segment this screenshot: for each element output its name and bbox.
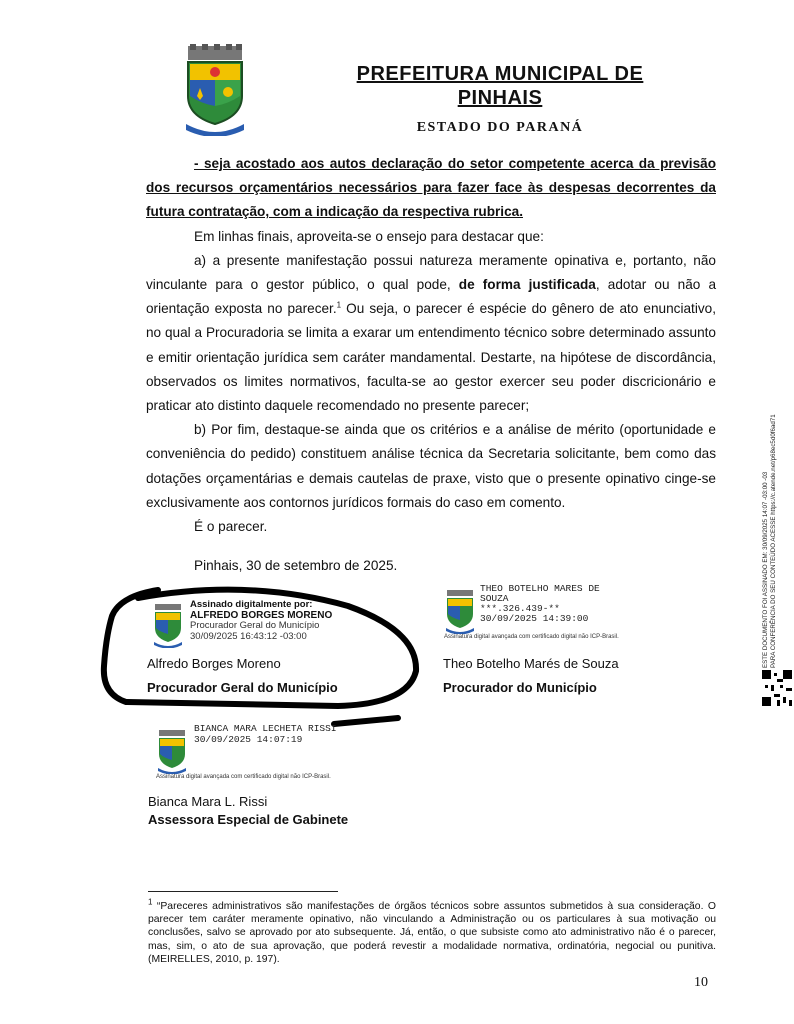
footnote (148, 897, 717, 966)
footnote-divider (148, 891, 338, 892)
stamp-3-name: BIANCA MARA LECHETA RISSI (194, 723, 337, 734)
document-body (146, 152, 716, 539)
paragraph-3-bold: de forma justificada (458, 277, 596, 293)
municipal-crest-icon (182, 44, 248, 136)
qr-code-icon[interactable] (762, 670, 792, 706)
stamp-2-note: Assinatura digital avançada com certificado digital não ICP-Brasil. (444, 634, 619, 640)
verification-line-1: ESTE DOCUMENTO FOI ASSINADO EM: 30/09/2025 14:07 -03:00 -03 (762, 471, 769, 668)
signature-2-crest-icon (444, 590, 476, 634)
paragraph-3 (146, 249, 716, 418)
signature-3-crest-icon (156, 730, 188, 774)
footnote-text: “Pareceres administrativos são manifestações de órgãos técnicos sobre assuntos submetidos à sua consideração. O parecer tem caráter meramente opinativo, não vinculando a Administração ou os particulares à sua motivação ou conclusões, salvo se aprovado por ato subsequente. Já, então, o que subsiste como ato administrativo não é o parecer, mas, sim, o ato de sua aprovação, que poderá revestir a modalidade normativa, ordinatória, negocial ou punitiva. (MEIRELLES, 2010, p. 197). (148, 901, 717, 965)
signature-1-stamp (190, 600, 360, 642)
stamp-1-heading: Assinado digitalmente por: (190, 599, 313, 610)
signature-1-crest-icon (152, 604, 184, 648)
signature-3-role: Assessora Especial de Gabinete (148, 812, 349, 827)
paragraph-1: - seja acostado aos autos declaração do setor competente acerca da previsão dos recursos orçamentários necessários para fazer face às despesas decorrentes da futura contratação, com a indicação da respectiva rubrica. (146, 156, 716, 220)
stamp-1-role: Procurador Geral do Município (190, 620, 320, 631)
signature-1-name: Alfredo Borges Moreno (147, 656, 281, 671)
stamp-2-cpf: ***.326.439-** (480, 603, 560, 614)
paragraph-4: b) Por fim, destaque-se ainda que os critérios e a análise de mérito (oportunidade e conveniência do pedido) constituem análise técnica da Secretaria solicitante, bem como das dotações orçamentárias e demais cautelas de praxe, visto que o presente opinativo cinge-se exclusivamente aos contornos jurídicos formais do caso em comento. (146, 422, 716, 510)
paragraph-3-part-c: Ou seja, o parecer é espécie do gênero de ato enunciativo, no qual a Procuradoria se limita a exarar um entendimento técnico sobre determinado assunto e emitir orientação jurídica sem caráter mandamental. Destarte, na hipótese de discordância, observados os limites normativos, faculta-se ao gestor exercer seu poder discricionário e praticar ato distinto daquele recomendado no presente parecer; (146, 301, 716, 414)
paragraph-2: Em linhas finais, aproveita-se o ensejo para destacar que: (194, 228, 544, 244)
page-number: 10 (694, 975, 708, 990)
stamp-2-name: THEO BOTELHO MARES DE SOUZA (480, 583, 600, 604)
signature-2-role: Procurador do Município (443, 680, 597, 695)
stamp-3-note: Assinatura digital avançada com certificado digital não ICP-Brasil. (156, 774, 331, 780)
stamp-2-time: 30/09/2025 14:39:00 (480, 613, 589, 624)
verification-text-box (762, 342, 786, 668)
title-line-2: PINHAIS (457, 87, 543, 109)
stamp-1-name: ALFREDO BORGES MORENO (190, 609, 333, 621)
state-subtitle: ESTADO DO PARANÁ (416, 120, 584, 135)
verification-line-2: PARA CONFERÊNCIA DO SEU CONTEÚDO ACESSE https://c.atende.net/p68ec5d0f6ad71 (770, 414, 777, 668)
title-line-1: PREFEITURA MUNICIPAL DE (356, 63, 644, 85)
signature-3-name: Bianca Mara L. Rissi (148, 794, 268, 809)
signature-1-role: Procurador Geral do Município (147, 680, 338, 695)
paragraph-3-part-a: a) a presente manifestação possui natureza meramente opinativa e, portanto, não vinculante para o gestor público, o qual pode, (146, 252, 716, 293)
signature-2-name: Theo Botelho Marés de Souza (443, 656, 619, 671)
stamp-3-time: 30/09/2025 14:07:19 (194, 734, 303, 745)
stamp-1-time: 30/09/2025 16:43:12 -03:00 (190, 630, 307, 642)
footnote-ref[interactable]: 1 (336, 300, 342, 310)
paragraph-3-part-b: , adotar ou não a orientação exposta no parecer. (146, 277, 716, 317)
page-title (300, 62, 700, 110)
document-date: Pinhais, 30 de setembro de 2025. (194, 558, 398, 573)
footnote-marker: 1 (148, 897, 153, 907)
paragraph-5: É o parecer. (194, 519, 268, 535)
